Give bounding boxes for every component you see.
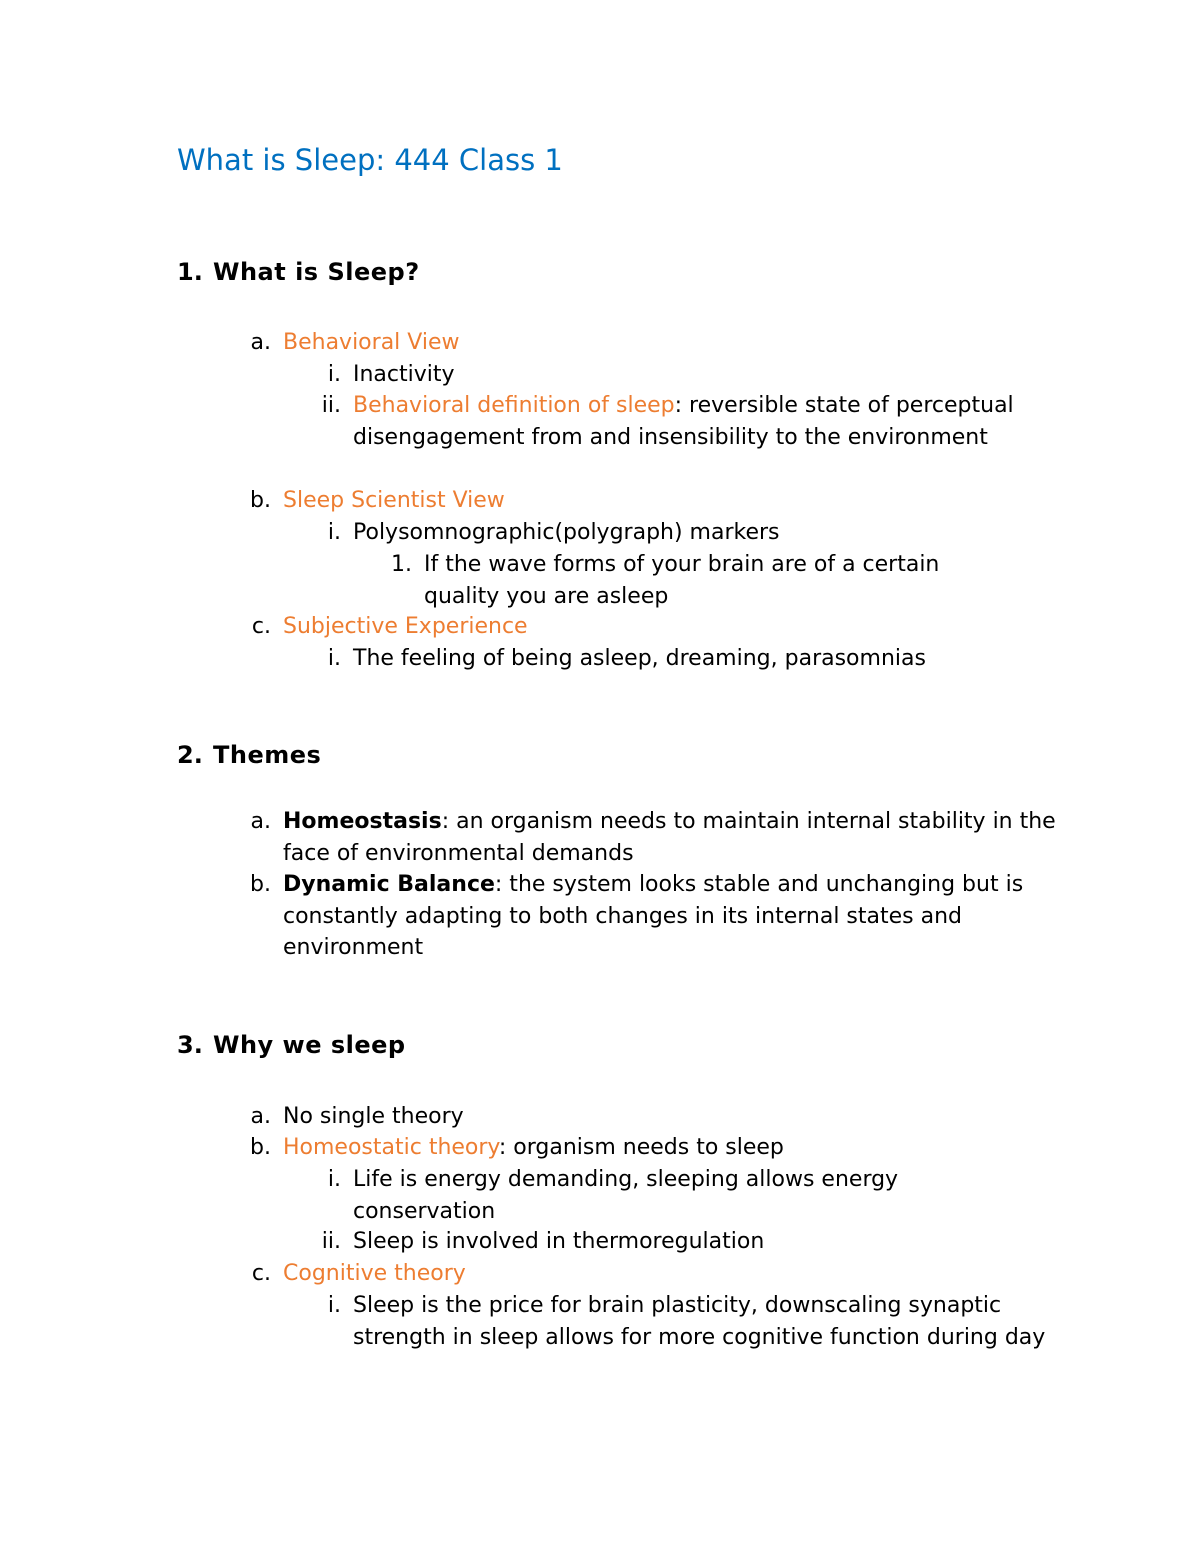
list-item-energy-conservation <box>327 1164 973 1227</box>
definition-text: : the system looks stable and unchanging but is constantly adapting to both changes in its internal states and environment <box>283 872 1024 960</box>
term-behavioral-definition: Behavioral definition of sleep <box>353 393 675 418</box>
section-title: Why we sleep <box>213 1031 406 1059</box>
list-marker: i. <box>327 1293 341 1318</box>
list-marker: 1. <box>391 552 412 577</box>
list-item-behavioral-definition <box>321 390 1023 453</box>
list-item-polysomnographic-markers <box>327 517 1063 549</box>
list-marker: a. <box>250 809 271 834</box>
list-marker: b. <box>250 872 271 897</box>
term-dynamic-balance: Dynamic Balance <box>283 872 495 897</box>
list-item-homeostasis <box>250 806 1063 869</box>
list-item-inactivity <box>327 359 1063 391</box>
list-item-sleep-scientist-view <box>250 485 1063 517</box>
list-marker: i. <box>327 1167 341 1192</box>
section-number: 2. <box>177 741 203 769</box>
list-item-no-single-theory <box>250 1101 1063 1133</box>
list-item-homeostatic-theory <box>250 1132 1063 1164</box>
term-homeostatic-theory: Homeostatic theory <box>283 1135 499 1160</box>
list-marker: c. <box>251 614 271 639</box>
list-marker: ii. <box>321 1229 341 1254</box>
list-item-text: The feeling of being asleep, dreaming, parasomnias <box>353 646 926 671</box>
list-item-text <box>283 869 1063 964</box>
list-item-behavioral-view <box>250 327 1063 359</box>
list-marker: i. <box>327 520 341 545</box>
list-marker: i. <box>327 646 341 671</box>
section-heading-why-we-sleep <box>177 1029 406 1061</box>
list-item-feeling-of-being-asleep <box>327 643 1063 675</box>
definition-text: : an organism needs to maintain internal stability in the face of environmental demands <box>283 809 1056 866</box>
list-item-cognitive-theory <box>251 1258 1063 1290</box>
list-item-text: Inactivity <box>353 362 455 387</box>
section-heading-themes <box>177 739 321 771</box>
list-marker: ii. <box>321 393 341 418</box>
list-marker: a. <box>250 1104 271 1129</box>
section-title: What is Sleep? <box>213 258 420 286</box>
list-marker: a. <box>250 330 271 355</box>
list-item-text <box>353 390 1023 453</box>
list-item-text: If the wave forms of your brain are of a certain quality you are asleep <box>424 552 940 609</box>
section-title: Themes <box>213 741 322 769</box>
list-item-dynamic-balance <box>250 869 1063 964</box>
definition-text: : organism needs to sleep <box>498 1135 784 1160</box>
list-item-text: No single theory <box>283 1104 464 1129</box>
list-item-wave-forms <box>391 549 1004 612</box>
list-marker: c. <box>251 1261 271 1286</box>
list-item-label: Behavioral View <box>283 330 460 355</box>
list-item-subjective-experience <box>251 611 1063 643</box>
list-item-label: Sleep Scientist View <box>283 488 505 513</box>
list-item-text: Life is energy demanding, sleeping allows energy conservation <box>353 1167 899 1224</box>
list-item-text: Sleep is involved in thermoregulation <box>353 1229 765 1254</box>
document-title: What is Sleep: 444 Class 1 <box>177 143 563 177</box>
list-item-text <box>283 1132 1063 1164</box>
section-number: 3. <box>177 1031 203 1059</box>
list-item-text: Sleep is the price for brain plasticity, downscaling synaptic strength in sleep allows for more cognitive function during day <box>353 1293 1046 1350</box>
list-marker: b. <box>250 1135 271 1160</box>
list-item-text <box>283 806 1063 869</box>
list-item-brain-plasticity <box>327 1290 1063 1353</box>
list-item-text: Polysomnographic(polygraph) markers <box>353 520 780 545</box>
term-homeostasis: Homeostasis <box>283 809 442 834</box>
section-number: 1. <box>177 258 203 286</box>
definition-text: : reversible state of perceptual disengagement from and insensibility to the environment <box>353 393 1014 450</box>
list-item-label: Cognitive theory <box>283 1261 466 1286</box>
list-item-thermoregulation <box>321 1226 1063 1258</box>
list-marker: b. <box>250 488 271 513</box>
section-heading-what-is-sleep <box>177 256 420 288</box>
list-marker: i. <box>327 362 341 387</box>
list-item-label: Subjective Experience <box>283 614 528 639</box>
